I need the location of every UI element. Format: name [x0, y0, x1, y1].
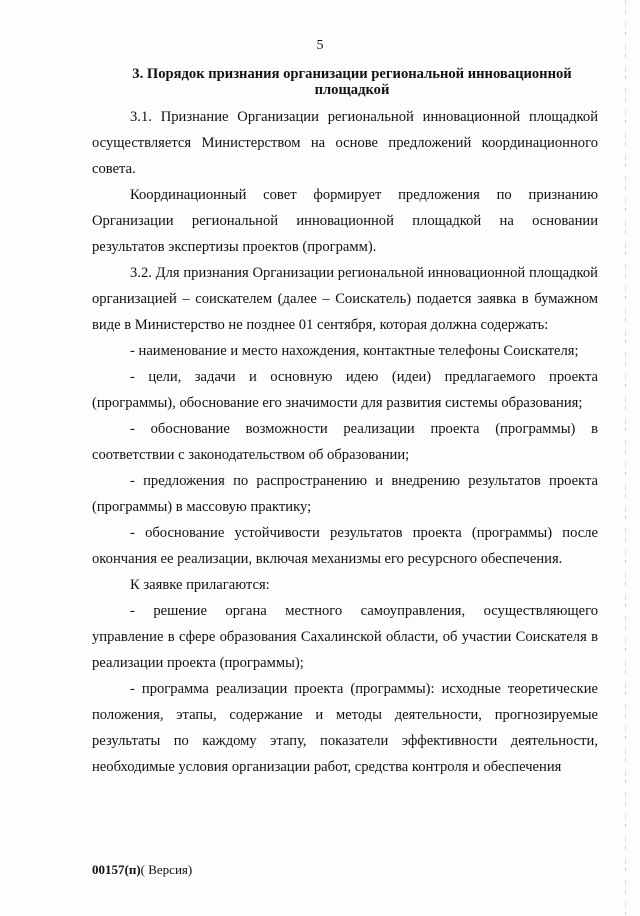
list-item: - программа реализации проекта (программы): исходные теоретические положения, этапы, содержание и методы деятельности, прогнозируемые результаты по каждому этапу, показатели эффективности деятельности, необходимые условия организации работ, средства контроля и обеспечения — [92, 681, 598, 775]
paragraph-3-2: 3.2. Для признания Организации региональной инновационной площадкой организацией – соискателем (далее – Соискатель) подается заявка в бумажном виде в Министерство не позднее 01 сентября, которая должна содержать: — [92, 265, 598, 333]
paragraph-3-1: 3.1. Признание Организации региональной инновационной площадкой осуществляется Министерством на основе предложений координационного совета. — [92, 109, 598, 177]
scan-edge-artifact — [625, 0, 626, 916]
document-code: 00157(п) — [92, 862, 141, 877]
section-heading: 3. Порядок признания организации региональной инновационной площадкой — [132, 66, 572, 98]
list-item: - обоснование возможности реализации проекта (программы) в соответствии с законодательством об образовании; — [92, 421, 598, 463]
document-version: ( Версия) — [140, 862, 193, 877]
list-item: - обоснование устойчивости результатов проекта (программы) после окончания ее реализации, включая механизмы его ресурсного обеспечения. — [92, 525, 598, 567]
list-item: - наименование и место нахождения, контактные телефоны Соискателя; — [130, 343, 579, 359]
paragraph-coordination-council: Координационный совет формирует предложения по признанию Организации региональной инновационной площадкой на основании результатов экспертизы проектов (программ). — [92, 187, 598, 255]
list-item: - цели, задачи и основную идею (идеи) предлагаемого проекта (программы), обоснование его значимости для развития системы образования; — [92, 369, 598, 411]
list-item: - решение органа местного самоуправления, осуществляющего управление в сфере образования Сахалинской области, об участии Соискателя в реализации проекта (программы); — [92, 603, 598, 671]
attachments-intro: К заявке прилагаются: — [130, 577, 270, 593]
document-footer — [92, 862, 192, 878]
list-item: - предложения по распространению и внедрению результатов проекта (программы) в массовую практику; — [92, 473, 598, 515]
page-number: 5 — [316, 38, 324, 53]
document-body — [92, 66, 598, 780]
